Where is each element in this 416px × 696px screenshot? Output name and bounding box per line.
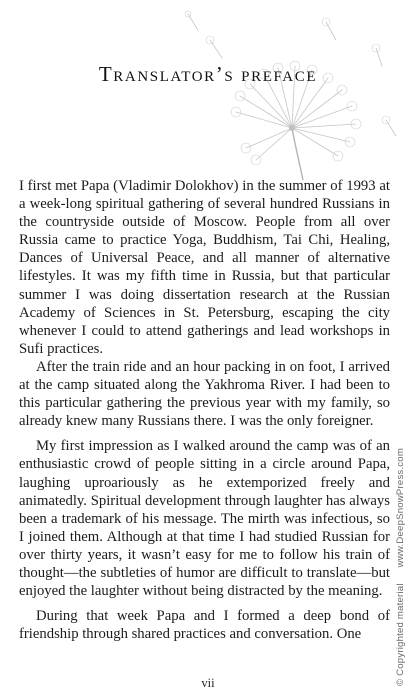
dandelion-seedhead-icon [150,0,416,180]
watermark-site-text: www.DeepSnowPress.com [395,447,406,568]
paragraph: After the train ride and an hour packing in on foot, I arrived at the camp situated along the Yakhroma River. I had been to this particular gathering the previous year with my family, so already knew many Russians there. I was the only foreigner. [19,358,390,430]
paragraph: I first met Papa (Vladimir Dolokhov) in the summer of 1993 at a week-long spiritual gathering of several hundred Russians in the countryside outside of Moscow. People from all over Russia came to practice Yoga, Buddhism, Tai Chi, Healing, Dances of Universal Peace, and all manner of alternative lifestyles. It was my fifth time in Russia, but that particular summer I was doing dissertation research at the Russian Academy of Sciences in St. Petersburg, escaping the city whenever I could to attend gatherings and lead workshops in Sufi practices. [19,178,390,357]
paragraph: During that week Papa and I formed a deep bond of friendship through shared practices and conversation. One [19,608,390,643]
watermark-copyright-text: © Copyrighted material [395,583,406,686]
page-number: vii [201,676,215,690]
page-title: Translator’s preface [98,62,318,86]
paragraph: My first impression as I walked around the camp was of an enthusiastic crowd of people sitting in a circle around Papa, laughing uproariously as he extemporized freely and animatedly. Spiritual development through laughter has always been a trademark of his message. The mirth was infectious, so I joined them. Although at that time I had studied Russian for over thirty years, it wasn’t easy for me to follow his train of thought—the subtleties of humor are difficult to translate—but enjoyed the laughter without being distracted by the meaning. [19,438,390,600]
body-text [19,177,390,643]
copyright-watermark [395,448,406,686]
